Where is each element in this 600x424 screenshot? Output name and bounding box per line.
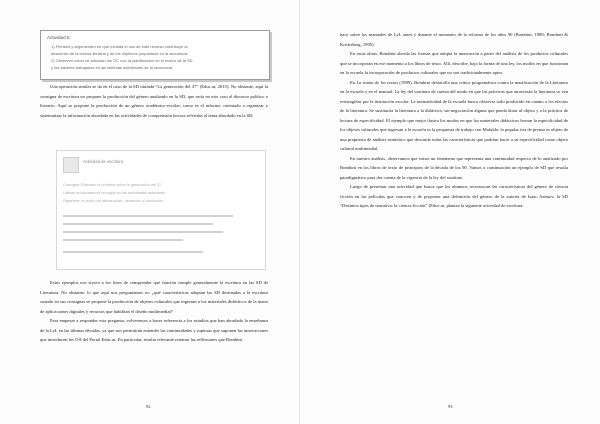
activity-box (40, 30, 270, 80)
screenshot-text (63, 181, 253, 205)
right-paragraph-4: En nuestro análisis, observamos que existe un fenómeno que representa una continuidad respecto de lo analizado por Bombini en los libros de texto de principios de la década de los 90. Vamos a continuación un ejemplo de SD que resulta paradigmático para dar cuenta de la vigencia de la ley del sustituto. (340, 155, 568, 180)
activity-box-line: 2) Observen cómo se articulan las TIC con la planificación en el marco de la SD (51, 58, 193, 63)
screenshot-line: Utilicen la información recogida en las actividades anteriores. (63, 191, 166, 195)
right-paragraph-5: Luego de presentar una actividad que busca que los alumnos reconozcan las características del género de ciencia ficción en las películas que conocen y de proponer una definición del género de la autoría de Isaac Asimov, la SD “Distintos tipos de narrativa: la ciencia ficción” (Educ.ar, plantea la siguiente actividad de escritura: (340, 184, 568, 208)
right-paragraph-3 (340, 78, 568, 154)
right-paragraph-3-post: (1989), Bombini desarrolla una crítica programática contra la masificación de la Literatura en la escuela y en el manual. La ley del sustituto da cuenta del modo en que las prácticas que atraviesan la literatura se ven restringidas por la institución escolar. La normatividad de la escuela busca observar todo producido en cuanto a los efectos de la literatura. Se sustituiría la literatura a la didáctica, sin negociación alguna que pueda dotar al objeto y a la práctica de lectura de especificidad. El ejemplo que mejor ilustra los modos en que los materiales didácticos borran la especificidad de los objetos culturales que ingresan a la escuela es la propuesta de trabajo con Mafalda: la popular tira de prensa es objeto de una propuesta de análisis semiótico que descuida todas las características que podrían hacer a su especificidad como objeto cultural multimedial. (340, 79, 568, 151)
screenshot-text-bar (63, 231, 223, 233)
activity-box-title: Actividad 5: (47, 35, 71, 40)
screenshot-title: Actividad de escritura (83, 159, 124, 164)
screenshot-line: Consigna: Elaboren un informe sobre la generación del 37. (63, 183, 163, 187)
page-number-right: 93 (448, 404, 453, 409)
left-paragraph-1-block (40, 82, 268, 120)
screenshot-text-bar (63, 215, 233, 217)
left-paragraph-1: Una operación similar se da en el caso de la SD titulada “La generación del 37” (Educ.ar, 2015). No obstante, aquí la consigna de escritura no propone la producción del género analizado en la SD, que sería en este caso el discurso político o literario. Aquí se propone la producción de un género académico-escolar, como es el informe, orientado a organizar y sistematizar la información abordada en las actividades de comprensión lectora referidas al tema abordado en la SD. (40, 84, 268, 118)
right-text-block (340, 30, 568, 211)
activity-box-line: desarrollo de la lectura literaria y de los objetivos propuestos en la secuencia. (51, 51, 189, 56)
embedded-screenshot (56, 150, 266, 270)
book-title: La trama de los textos (356, 79, 399, 85)
screenshot-text-bar (63, 223, 213, 225)
screenshot-thumbnail (63, 157, 79, 173)
screenshot-text-bar (63, 239, 183, 241)
activity-box-text (51, 43, 263, 71)
activity-box-line: y los saberes trabajados en las distintas actividades de la secuencia. (51, 65, 174, 70)
right-page (300, 0, 600, 424)
right-paragraph-3-pre: En (350, 79, 357, 85)
left-paragraphs-2-3-block (40, 278, 268, 345)
screenshot-text-bar (63, 251, 203, 253)
right-paragraph-2: En estas obras, Bombini aborda las formas que adopta la innovación a partir del análisis de los productos culturales que se incorporan en ese momento a los libros de texto. Allí, describe, bajo la forma de una ley, los modos en que funcionan en la escuela la incorporación de productos culturales que no son tradicionalmente aptos. (340, 51, 568, 75)
screenshot-line: Organicen el texto con introducción, desarrollo y conclusión. (63, 199, 165, 203)
right-paragraph-1: hace sobre los manuales de LyL antes y durante el momento de la reforma de los años 90 (Bombini, 1989; Bombini & Krickeberg, 1995). (340, 32, 568, 47)
page-number-left: 92 (146, 404, 151, 409)
activity-box-line: 1) Piensen y argumenten en qué medida el uso de este recurso contribuye al (51, 44, 188, 49)
left-paragraph-3: Para empezar a responder esta pregunta, volveremos a hacer referencia a los estudios que han abordado la enseñanza de la LyL en las últimas décadas, ya que nos permitirán entender las continuidades y rupturas que suponen las innovaciones que introducen los OA del Portal Educ.ar. En particular, resulta relevante retomar las reflexiones que Bombini (40, 318, 268, 342)
left-paragraph-2: Estos ejemplos nos sirven a los fines de comprender qué función cumple generalmente la escritura en las SD de Literatura. No obstante, lo que aquí nos preguntamos es: ¿qué características adoptan las SD destinadas a la escritura cuando en sus consignas se propone la producción de objetos culturales que ingresan a los materiales didácticos de la mano de aplicaciones digitales y recursos que habilitan el diseño multimedial? (40, 280, 268, 314)
